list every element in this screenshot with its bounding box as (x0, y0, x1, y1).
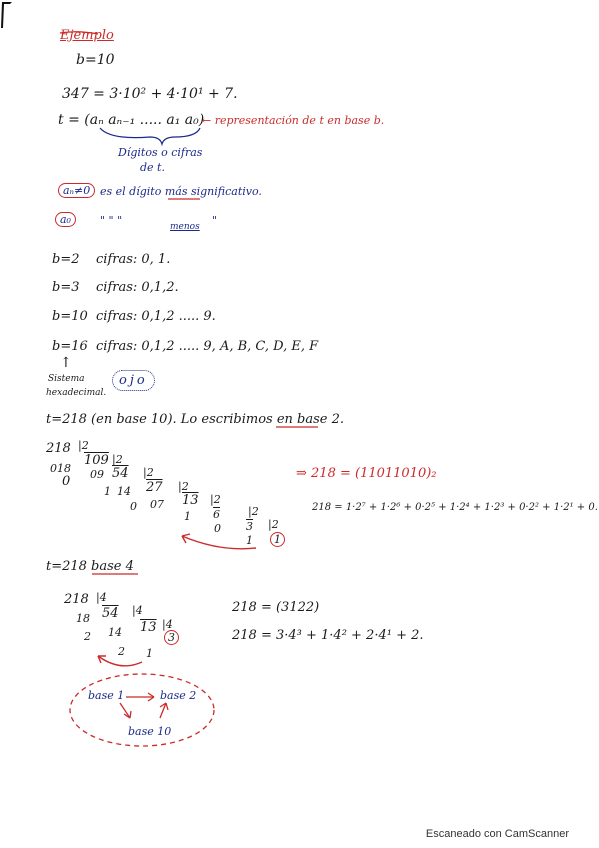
div4-14: 14 (108, 626, 122, 639)
div-divisor: |2 (178, 480, 189, 493)
flow-to: base 2 (160, 689, 197, 702)
ojo-circled: ojo (112, 370, 155, 391)
div-13: 13 (182, 493, 199, 508)
base4-title: t=218 base 4 (46, 559, 134, 574)
example-expansion: 347 = 3·10² + 4·10¹ + 7. (62, 86, 238, 102)
base2-result: ⇒ 218 = (11011010)₂ (296, 466, 437, 481)
representation-formula: t = (aₙ aₙ₋₁ ..... a₁ a₀) (58, 112, 205, 128)
div-218: 218 (46, 441, 71, 456)
div-1: 1 (104, 485, 111, 498)
least-significant-ditto: " " " (100, 214, 123, 227)
base-digits: cifras: 0,1,2 ..... 9, A, B, C, D, E, F (96, 339, 319, 354)
div4-divisor: |4 (162, 618, 173, 631)
div-0b: 0 (214, 522, 221, 535)
hex-arrow-icon: ↑ (60, 355, 72, 371)
div4-2b: 2 (118, 645, 125, 658)
digits-brace (100, 128, 200, 144)
div-14: 14 (117, 485, 131, 498)
div-0: 0 (130, 500, 137, 513)
div4-18: 18 (76, 612, 90, 625)
base4-expansion: 218 = 3·4³ + 1·4² + 2·4¹ + 2. (232, 628, 424, 643)
base-digits: cifras: 0,1,2. (96, 280, 179, 295)
base2-expansion: 218 = 1·2⁷ + 1·2⁶ + 0·2⁵ + 1·2⁴ + 1·2³ + 0·2² + 1·2¹ + 0. (312, 502, 598, 513)
heading-underline (60, 32, 98, 34)
div4-54: 54 (102, 606, 119, 621)
flow-dashed-ellipse (70, 674, 214, 746)
flow-from: base 1 (88, 689, 125, 702)
div-1c: 1 (246, 534, 253, 547)
div-divisor: |2 (248, 505, 259, 518)
heading: Ejemplo (60, 28, 114, 43)
hex-note-line1: Sistema (48, 374, 85, 384)
div-divisor: |2 (78, 439, 89, 452)
least-significant-ditto-end: " (212, 214, 218, 227)
div4-13: 13 (140, 620, 157, 635)
div-09: 09 (90, 468, 104, 481)
digits-label-line2: de t. (140, 161, 165, 174)
flow-via: base 10 (128, 725, 172, 738)
base-definition: b=10 (76, 52, 115, 68)
div-6: 6 (213, 508, 220, 521)
base2-title: t=218 (en base 10). Lo escribimos en base 2. (46, 412, 344, 427)
div4-3-circled: 3 (164, 630, 179, 645)
base-digits: cifras: 0,1,2 ..... 9. (96, 309, 216, 324)
div-divisor: |2 (143, 466, 154, 479)
div4-divisor: |4 (96, 591, 107, 604)
div-018: 018 (50, 462, 71, 475)
div-divisor: |2 (268, 518, 279, 531)
base-label: b=10 (52, 309, 88, 324)
least-significant-word: menos (170, 222, 200, 232)
div-54: 54 (112, 466, 129, 481)
scanner-watermark: Escaneado con CamScanner (425, 828, 569, 840)
base-label: b=3 (52, 280, 80, 295)
representation-note: ← representación de t en base b. (202, 114, 385, 127)
most-significant-text: es el dígito más significativo. (100, 185, 262, 198)
hex-note-line2: hexadecimal. (46, 388, 107, 398)
base2-read-arrow (182, 536, 256, 549)
div-divisor: |2 (210, 493, 221, 506)
div4-divisor: |4 (132, 604, 143, 617)
div-27: 27 (146, 480, 163, 495)
base4-read-arrow (98, 656, 142, 666)
div4-1: 1 (146, 647, 153, 660)
div-07: 07 (150, 498, 164, 511)
div-1b: 1 (184, 510, 191, 523)
div-remainder: 0 (62, 474, 71, 489)
digits-label-line1: Dígitos o cifras (118, 146, 203, 159)
div-divisor: |2 (112, 453, 123, 466)
div-3: 3 (246, 520, 253, 533)
base-label: b=2 (52, 252, 80, 267)
flow-arrow-down (120, 703, 130, 718)
div-109: 109 (84, 453, 109, 468)
base-digits: cifras: 0, 1. (96, 252, 171, 267)
div4-218: 218 (64, 592, 89, 607)
base-label: b=16 (52, 339, 88, 354)
div4-2: 2 (84, 630, 91, 643)
div-1-circled: 1 (270, 532, 285, 547)
most-significant-circled: aₙ≠0 (58, 183, 95, 198)
base4-result: 218 = (3122) (232, 600, 320, 615)
least-significant-circled: a₀ (55, 212, 76, 227)
